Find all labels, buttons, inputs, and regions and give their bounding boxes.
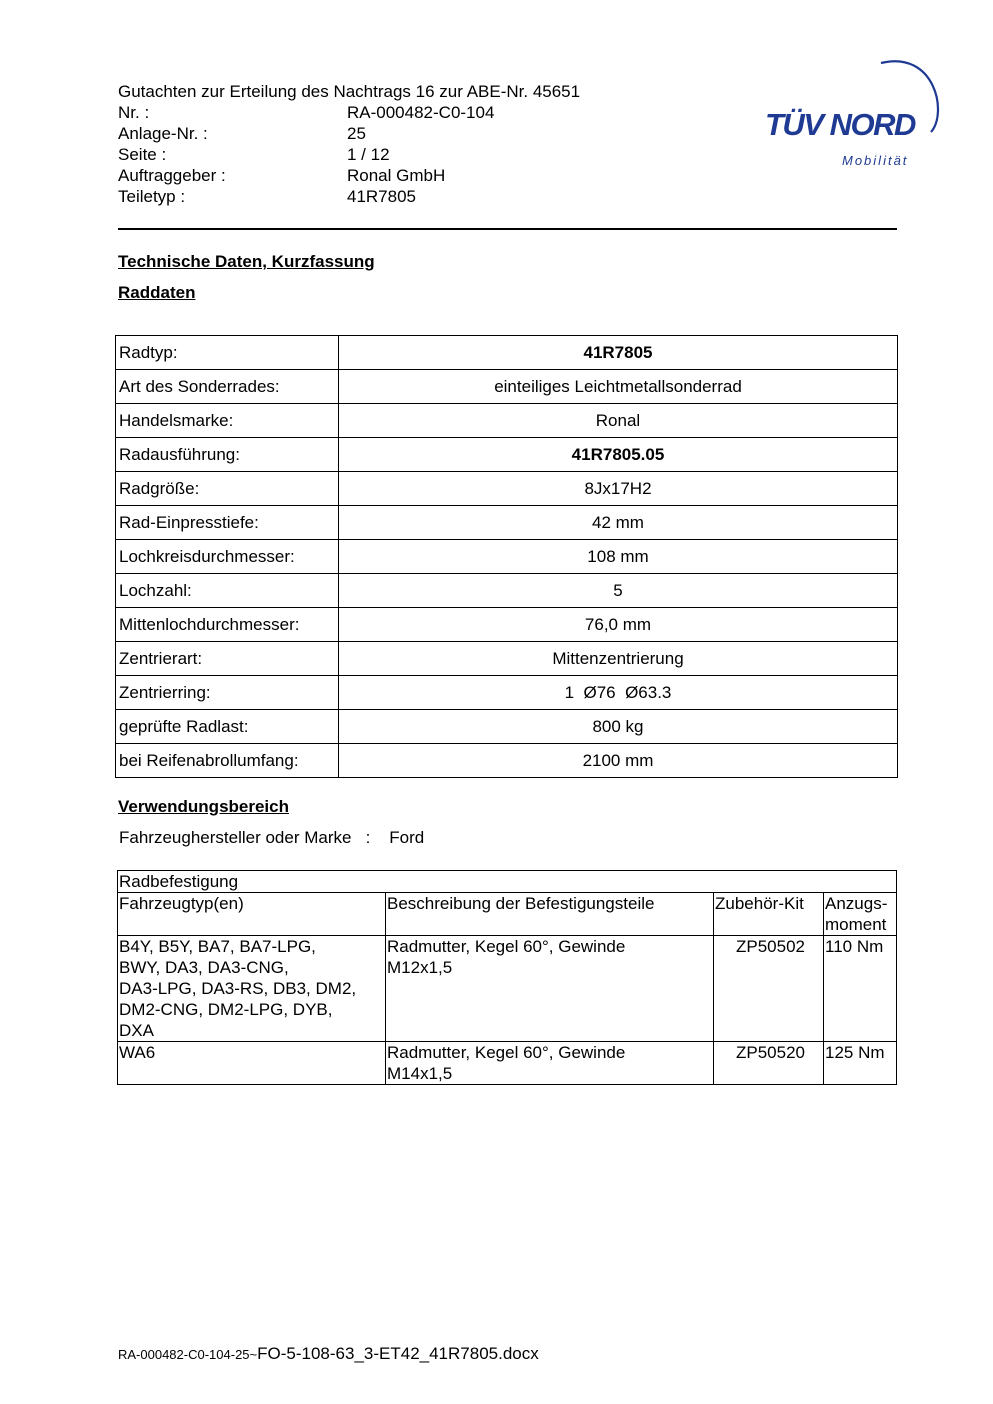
radbefestigung-title: Radbefestigung	[118, 871, 897, 893]
table-title-row	[118, 871, 897, 893]
column-header-beschreibung: Beschreibung der Befestigungsteile	[386, 893, 714, 936]
raddaten-label: Art des Sonderrades:	[116, 370, 339, 404]
header-value: RA-000482-C0-104	[347, 103, 495, 122]
fahrzeugtypen-cell: WA6	[118, 1042, 386, 1085]
raddaten-label: Zentrierring:	[116, 676, 339, 710]
raddaten-value: Ronal	[339, 404, 898, 438]
table-row	[116, 336, 898, 370]
raddaten-value: 108 mm	[339, 540, 898, 574]
table-row	[116, 506, 898, 540]
raddaten-label: Lochzahl:	[116, 574, 339, 608]
table-row	[116, 642, 898, 676]
zubehoer-kit-cell: ZP50502	[714, 936, 824, 1042]
anzugsmoment-cell: 110 Nm	[824, 936, 897, 1042]
header-label: Teiletyp :	[118, 187, 186, 206]
column-header-zubehoer-kit: Zubehör-Kit	[714, 893, 824, 936]
table-row	[116, 744, 898, 778]
column-header-fahrzeugtyp: Fahrzeugtyp(en)	[118, 893, 386, 936]
fahrzeugtypen-cell: B4Y, B5Y, BA7, BA7-LPG, BWY, DA3, DA3-CNG, DA3-LPG, DA3-RS, DB3, DM2, DM2-CNG, DM2-LPG, DYB, DXA	[118, 936, 386, 1042]
table-header-row	[118, 893, 897, 936]
zubehoer-kit-cell: ZP50520	[714, 1042, 824, 1085]
document-footer	[118, 1344, 539, 1364]
header-row-nr	[118, 102, 580, 123]
raddaten-value: 41R7805	[339, 336, 898, 370]
table-row	[116, 574, 898, 608]
section-verwendungsbereich: Verwendungsbereich	[118, 797, 289, 816]
table-row	[118, 936, 897, 1042]
logo-subtitle: Mobilität	[842, 153, 909, 168]
raddaten-value: einteiliges Leichtmetallsonderrad	[339, 370, 898, 404]
table-row	[116, 540, 898, 574]
raddaten-value: 800 kg	[339, 710, 898, 744]
header-row-anlage	[118, 123, 580, 144]
table-row	[116, 370, 898, 404]
section-raddaten: Raddaten	[118, 283, 196, 302]
table-row	[116, 438, 898, 472]
raddaten-label: Radtyp:	[116, 336, 339, 370]
hersteller-label: Fahrzeughersteller oder Marke	[119, 828, 352, 847]
raddaten-label: bei Reifenabrollumfang:	[116, 744, 339, 778]
section-technische-daten: Technische Daten, Kurzfassung	[118, 252, 375, 271]
header-value: Ronal GmbH	[347, 166, 446, 185]
header-label: Seite :	[118, 145, 167, 164]
hersteller-value: Ford	[389, 828, 425, 847]
raddaten-value: 41R7805.05	[339, 438, 898, 472]
raddaten-label: geprüfte Radlast:	[116, 710, 339, 744]
table-row	[116, 710, 898, 744]
raddaten-label: Handelsmarke:	[116, 404, 339, 438]
logo-wordmark: TÜV NORD	[765, 107, 915, 142]
raddaten-value: 76,0 mm	[339, 608, 898, 642]
beschreibung-cell: Radmutter, Kegel 60°, Gewinde M12x1,5	[386, 936, 714, 1042]
hersteller-separator: :	[365, 828, 371, 847]
table-row	[116, 608, 898, 642]
raddaten-value: 42 mm	[339, 506, 898, 540]
column-header-anzugsmoment: Anzugs- moment	[824, 893, 897, 936]
header-label: Anlage-Nr. :	[118, 124, 208, 143]
fahrzeughersteller-line	[119, 828, 424, 848]
header-row-teiletyp	[118, 186, 580, 207]
raddaten-label: Lochkreisdurchmesser:	[116, 540, 339, 574]
anzugsmoment-cell: 125 Nm	[824, 1042, 897, 1085]
header-divider	[118, 228, 897, 230]
raddaten-table	[115, 335, 898, 778]
footer-prefix: RA-000482-C0-104-25~	[118, 1347, 258, 1362]
header-value: 41R7805	[347, 187, 417, 206]
raddaten-label: Mittenlochdurchmesser:	[116, 608, 339, 642]
raddaten-label: Radausführung:	[116, 438, 339, 472]
table-row	[116, 404, 898, 438]
radbefestigung-table	[117, 870, 897, 1085]
header-label: Auftraggeber :	[118, 166, 226, 185]
table-row	[118, 1042, 897, 1085]
header-title: Gutachten zur Erteilung des Nachtrags 16 zur ABE-Nr. 45651	[118, 82, 581, 101]
document-header	[118, 81, 580, 207]
raddaten-value: 1 Ø76 Ø63.3	[339, 676, 898, 710]
raddaten-value: Mittenzentrierung	[339, 642, 898, 676]
table-row	[116, 472, 898, 506]
header-value: 1 / 12	[347, 145, 390, 164]
header-label: Nr. :	[118, 103, 150, 122]
raddaten-value: 2100 mm	[339, 744, 898, 778]
raddaten-label: Rad-Einpresstiefe:	[116, 506, 339, 540]
header-row-auftraggeber	[118, 165, 580, 186]
raddaten-label: Zentrierart:	[116, 642, 339, 676]
tuv-nord-logo	[763, 58, 943, 173]
beschreibung-cell: Radmutter, Kegel 60°, Gewinde M14x1,5	[386, 1042, 714, 1085]
header-value: 25	[347, 124, 366, 143]
table-row	[116, 676, 898, 710]
header-row-seite	[118, 144, 580, 165]
raddaten-label: Radgröße:	[116, 472, 339, 506]
raddaten-value: 5	[339, 574, 898, 608]
footer-filename: FO-5-108-63_3-ET42_41R7805.docx	[257, 1344, 539, 1363]
raddaten-value: 8Jx17H2	[339, 472, 898, 506]
